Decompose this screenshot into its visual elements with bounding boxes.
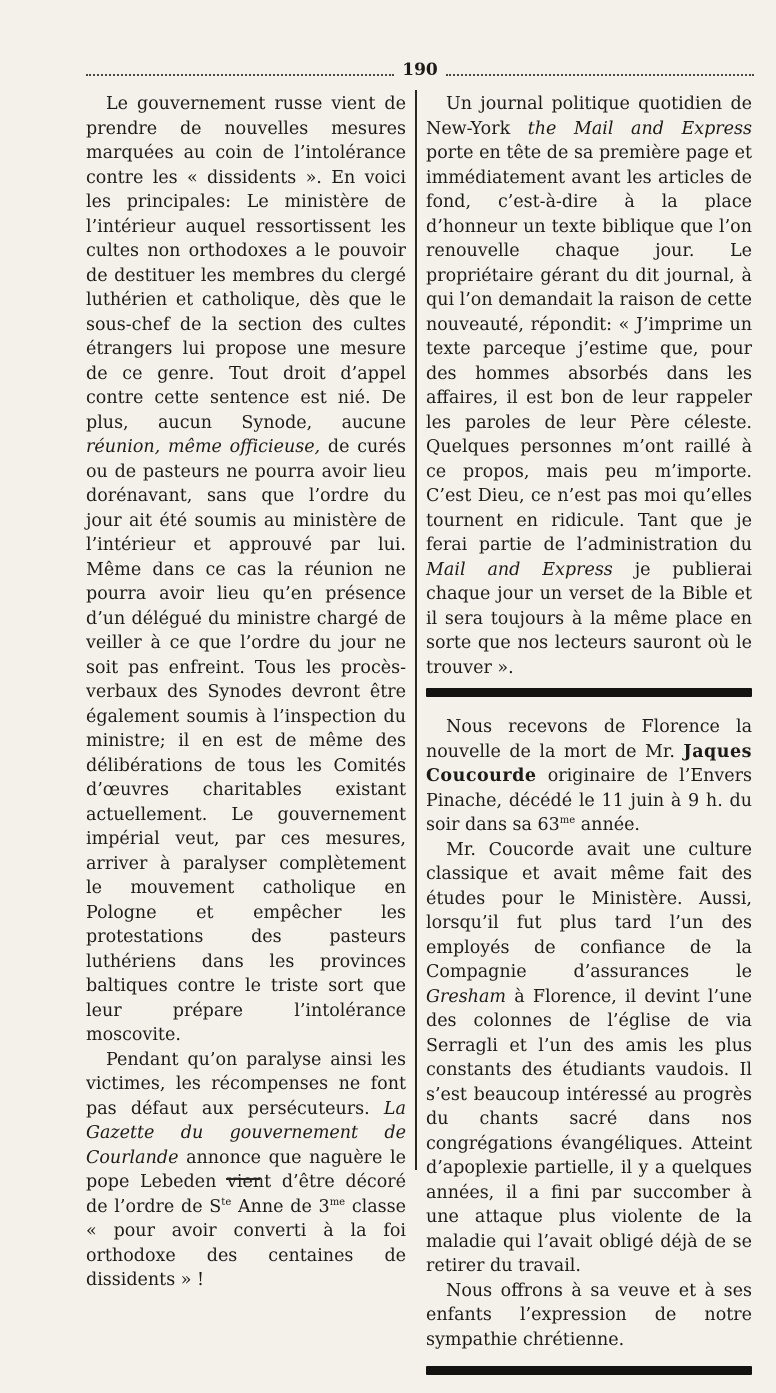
text-segment: de curés ou de pasteurs ne pourra avoir lieu dorénavant, sans que l’ordre du jour ait été soumis au ministère de l’intérieur et approuvé par lui. Même dans ce cas la réunion ne pourra avoir lieu qu’en présence d’un délégué du ministre chargé de veiller à ce que l’ordre du jour ne soit pas enfreint. Tous les procès-verbaux des Synodes devront être également soumis à l’inspection du ministre; il en est de même des délibérations de tous les Comités d’œuvres charitables existant actuellement. Le gouvernement impérial veut, par ces mesures, arriver à paralyser complètement le mouvement catholique en Pologne et empêcher les protestations des pasteurs luthériens dans les provinces baltiques contre le triste sort que leur prépare l’intolérance moscovite. [86,437,406,1045]
text-segment: originaire de l’Envers Pinache, décédé le 11 juin à 9 h. du soir dans sa 63 [426,766,752,835]
text-segment: annonce que naguère le pope Lebeden vient d’être décoré de l’ordre de S [86,1147,406,1217]
page-header [86,60,754,84]
left-column [86,92,406,1293]
text-segment: je publierai chaque jour un verset de la Bible et il sera toujours à la même place en sorte que nos lecteurs sauront où le trouver ». [426,559,752,678]
text-segment: Mr. Coucorde avait une culture classique et avait même fait des études pour le Ministère. Aussi, lorsqu’il fut plus tard l’un des employés de confiance de la Compagnie d’assurances le [426,839,752,982]
company-name: Gresham [426,986,506,1007]
condolence-paragraph: Nous offrons à sa veuve et à ses enfants l’expression de notre sympathie chrétienne. [426,1280,752,1350]
emphasis-text: réunion, même officieuse, [86,437,321,457]
text-segment: Anne de 3 [237,1196,330,1217]
section-separator-bar-bottom [426,1366,752,1375]
text-segment: Le gouvernement russe vient de prendre de nouvelles mesures marquées au coin de l’intolérance contre les « dissidents ». En voici les principales: Le ministère de l’intérieur auquel ressortissent les cultes non orthodoxes a le pouvoir de destituer les membres du clergé luthérien et catholique, dès que le sous-chef de la section des cultes étrangers lui propose une mesure de ce genre. Tout droit d’appel contre cette sentence est nié. De plus, aucun Synode, aucune [86,94,406,433]
header-rule-left [86,74,394,76]
text-segment: année. [580,815,640,835]
superscript: me [559,815,576,827]
obituary-biography-paragraph [426,838,752,1279]
end-dash [226,1178,260,1180]
section-separator-bar [426,688,752,697]
text-segment: classe « pour avoir converti à la foi orthodoxe des centaines de dissidents » ! [86,1196,406,1290]
header-rule-right [446,74,754,76]
text-segment: à Florence, il devint l’une des colonnes de l’église de via Serragli et l’un des amis les plus constants des étudiants vaudois. Il s’est beaucoup intéressé au progrès du chants sacré dans nos congrégations évangéliques. Atteint d’apoplexie partielle, il y a quelques années, il a fini par succomber à une attaque plus violente de la maladie qui l’avait obligé déjà de se retirer du travail. [426,986,752,1276]
text-segment: Pendant qu’on paralyse ainsi les victimes, les récompenses ne font pas défaut aux persécuteurs. [86,1049,406,1119]
superscript: me [329,1196,346,1208]
newspaper-title: the Mail and Express [527,118,752,139]
text-segment: Nous recevons de Florence la nouvelle de la mort de Mr. [426,717,752,762]
gazette-title: La Gazette du gouvernement de Courlande [86,1098,406,1168]
text-segment: Un journal politique quotidien de New-York [426,94,752,139]
russia-article-paragraph [86,92,406,1048]
deceased-name: Jaques Coucourde [426,741,752,786]
page-number: 190 [402,60,438,80]
newspaper-title: Mail and Express [426,559,613,580]
column-divider [415,90,417,1170]
right-column [426,92,752,1393]
courland-gazette-paragraph [86,1048,406,1293]
newyork-journal-paragraph [426,92,752,680]
superscript: te [221,1196,232,1208]
obituary-intro-paragraph [426,715,752,838]
text-segment: porte en tête de sa première page et immédiatement avant les articles de fond, c’est-à-dire à la place d’honneur un texte biblique que l’on renouvelle chaque jour. Le propriétaire gérant du dit journal, à qui l’on demandait la raison de cette nouveauté, répondit: « J’imprime un texte parceque j’estime que, pour des hommes absorbés dans les affaires, il est bon de leur rappeler les paroles de leur Père céleste. Quelques personnes m’ont raillé à ce propos, mais peu m’importe. C’est Dieu, ce n’est pas moi qu’elles tournent en ridicule. Tant que je ferai partie de l’administration du [426,143,752,555]
